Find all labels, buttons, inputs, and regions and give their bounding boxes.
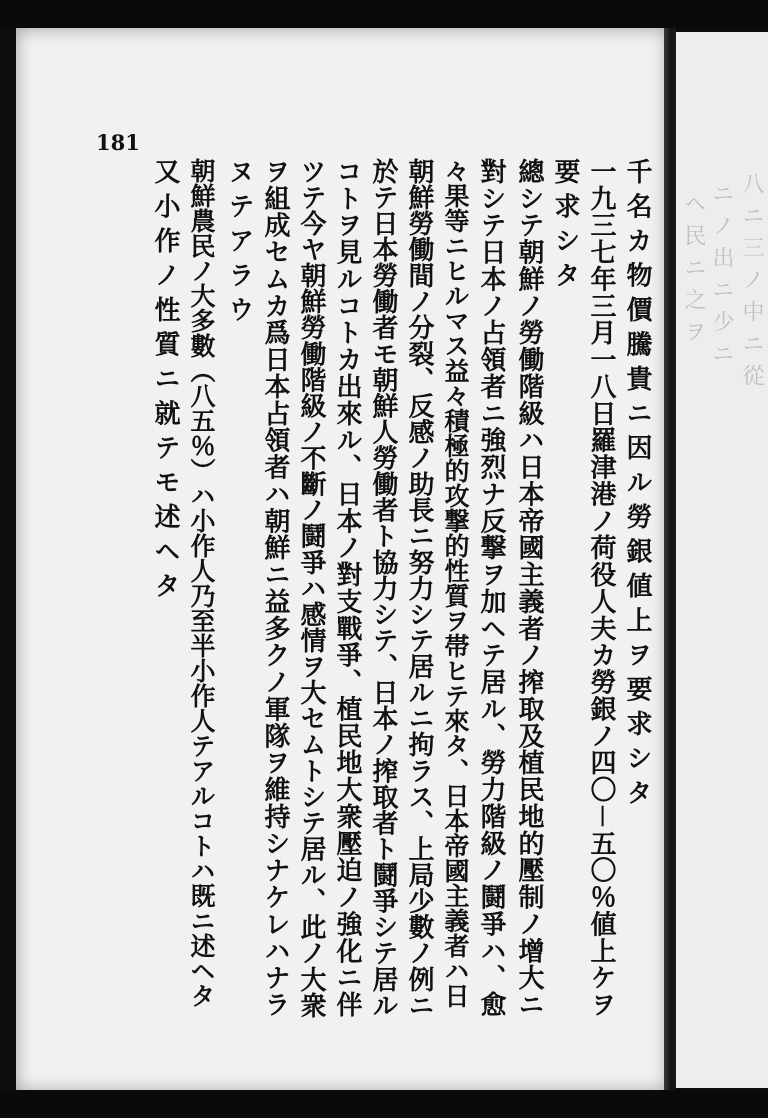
text-column: 朝鮮勞働間ノ分裂、反感ノ助長ニ努力シテ居ルニ拘ラス、上局少數ノ例ニ: [404, 158, 434, 1018]
facing-page-text: ニノ出ニ少ニ: [709, 182, 734, 374]
text-column: 對シテ日本ノ占領者ニ強烈ナ反撃ヲ加ヘテ居ル、勞力階級ノ鬪爭ハ、愈: [476, 158, 506, 1018]
text-column: コトヲ見ルコトカ出來ル、日本ノ對支戰爭、植民地大衆壓迫ノ強化ニ伴: [332, 158, 362, 1018]
facing-page: [676, 32, 768, 1088]
text-column: ヌテアラウ: [224, 158, 254, 331]
page-number: 181: [96, 130, 140, 155]
text-column: 又小作ノ性質ニ就テモ述ヘタ: [150, 158, 180, 607]
facing-page-text: 八ニ三ノ中ニ從: [739, 172, 764, 396]
text-column: 朝鮮農民ノ大多數（八五％）ハ小作人乃至半小作人テアルコトハ既ニ述ヘタ: [187, 158, 216, 1008]
text-column: 一九三七年三月一八日羅津港ノ荷役人夫カ勞銀ノ四〇－五〇％値上ケヲ: [586, 158, 616, 1018]
text-column: 千名カ物價騰貴ニ因ル勞銀値上ヲ要求シタ: [622, 158, 652, 814]
text-column: ヲ組成セムカ爲日本占領者ハ朝鮮ニ益多クノ軍隊ヲ維持シナケレハナラ: [260, 158, 290, 1018]
text-column: 々果等ニヒルマス益々積極的攻撃的性質ヲ帯ヒテ來タ、日本帝國主義者ハ日: [441, 158, 470, 1008]
scan-border-top: [0, 0, 768, 30]
text-column: 於テ日本勞働者モ朝鮮人勞働者ト協力シテ、日本ノ搾取者ト鬪爭シテ居ル: [368, 158, 398, 1018]
text-column: ツテ今ヤ朝鮮勞働階級ノ不斷ノ鬪爭ハ感情ヲ大セムトシテ居ル、此ノ大衆: [296, 158, 326, 1018]
text-column: 要求シタ: [550, 158, 580, 296]
scan-border-bottom: [0, 1090, 768, 1118]
text-column: 總シテ朝鮮ノ勞働階級ハ日本帝國主義者ノ搾取及植民地的壓制ノ增大ニ: [514, 158, 544, 1018]
facing-page-text: ヘ民ニ之ヲ: [681, 192, 706, 352]
book-gutter: [664, 28, 676, 1092]
